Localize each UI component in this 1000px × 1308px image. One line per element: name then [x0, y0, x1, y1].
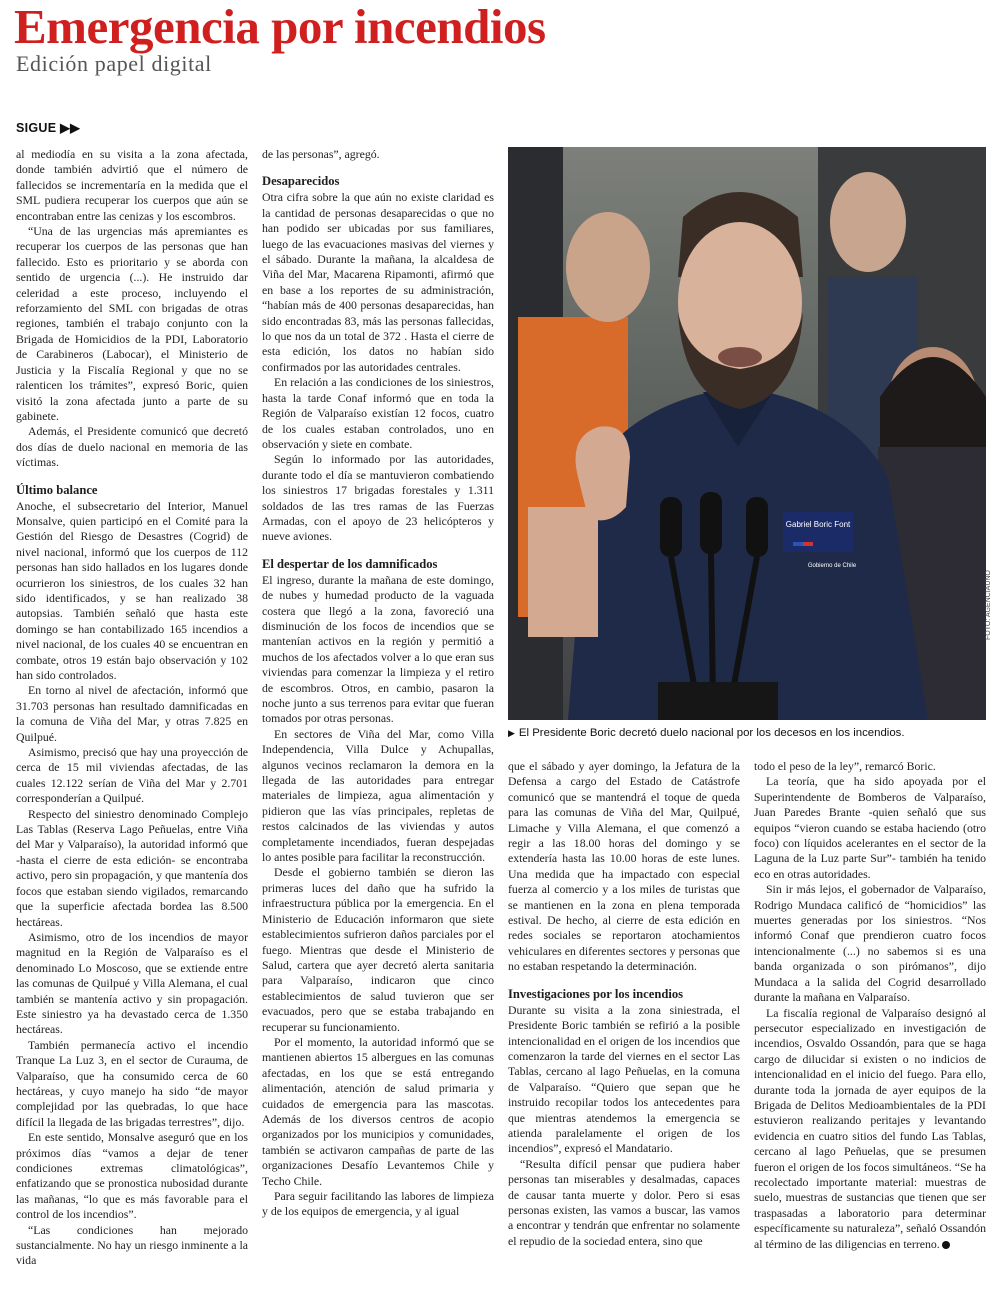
- vest-name-text: Gabriel Boric Font: [785, 520, 851, 529]
- section-heading: Investigaciones por los incendios: [508, 986, 684, 1001]
- gobierno-logo-text: Gobierno de Chile: [807, 563, 857, 569]
- paragraph: Asimismo, otro de los incendios de mayor magnitud en la Región de Valparaíso es el denominado Lo Moscoso, que se extiende entre las comunas de Quilpué y Villa Alemana, el cual también se mantenía activo y sin propagación. Este siniestro ya ha devastado cerca de 1.350 hectáreas.: [16, 929, 248, 1037]
- paragraph: que el sábado y ayer domingo, la Jefatura de la Defensa a cargo del Estado de Catástrofe comunicó que se mantendrá el toque de queda para las comunas de Viña del Mar, Quilpué, Limache y Villa Alemana, el que comenzó a regir a las 18.00 horas del domingo y se extendería hasta las 10.00 horas de este lunes. Una medida que ha impactado con especial fuerza al comercio y a los miles de turistas que se mantienen en la zona en plena temporada estival. De hecho, al cierre de esta edición en redes sociales se reportaron atochamientos vehiculares en diferentes sectores y personas que no estaban respetando la determinación.: [508, 759, 740, 974]
- paragraph: todo el peso de la ley”, remarcó Boric.: [754, 759, 936, 773]
- paragraph: También permanecía activo el incendio Tranque La Luz 3, en el sector de Curauma, de Valparaíso, que ha consumido cerca de 60 hectáreas, y cuyo manejo ha sido “de mayor complejidad por las quebradas, lo que hace difícil la llegada de las brigadas terrestres”, dijo.: [16, 1037, 248, 1129]
- caption-text: El Presidente Boric decretó duelo nacional por los decesos en los incendios.: [518, 727, 905, 739]
- paragraph: de las personas”, agregó.: [262, 147, 380, 161]
- paragraph: “Las condiciones han mejorado sustancialmente. No hay un riesgo inminente a la vida: [16, 1222, 248, 1268]
- end-of-article-icon: [942, 1241, 950, 1249]
- section-heading: El despertar de los damnificados: [262, 556, 438, 571]
- headline: Emergencia por incendios: [14, 0, 546, 54]
- president-photo-illustration: [508, 147, 986, 720]
- paragraph: Otra cifra sobre la que aún no existe claridad es la cantidad de personas desaparecidas o que no han podido ser ubicadas por sus familiares, luego de las evacuaciones masivas del viernes y el sábado. Durante la mañana, la alcaldesa de Viña del Mar, Macarena Ripamonti, afirmó que en base a los reportes de su administración, “habían más de 400 personas desaparecidas, han sido encontradas 83, más las personas fallecidas, lo que nos da un total de 372 . Hasta el cierre de esta edición, los datos no habían sido confirmados por las autoridades centrales.: [262, 190, 494, 374]
- paragraph: La teoría, que ha sido apoyada por el Superintendente de Bomberos de Valparaíso, Juan Paredes Brante -quien señaló que sus equipos “vieron cuando se estaba haciendo (otro foco) con líquidos acelerantes en el sector de la Laguna de la Luz parte Sur”- también ha tenido eco en otras autoridades.: [754, 774, 986, 881]
- paragraph: [754, 1006, 986, 1253]
- photo-caption: [508, 727, 988, 739]
- edition-subtitle: Edición papel digital: [16, 51, 212, 76]
- paragraph: Para seguir facilitando las labores de limpieza y de los equipos de emergencia, y al igual: [262, 1189, 494, 1219]
- paragraph: Además, el Presidente comunicó que decretó dos días de duelo nacional en memoria de las víctimas.: [16, 424, 248, 470]
- article-column-3: [508, 759, 740, 1299]
- sigue-label: SIGUE ▶▶: [16, 121, 80, 135]
- article-column-4: [754, 759, 986, 1299]
- photo-credit: FOTO: AGENCIAUNO: [985, 570, 992, 640]
- paragraph: En relación a las condiciones de los siniestros, hasta la tarde Conaf informó que en toda la Región de Valparaíso existían 12 focos, cuatro de los cuales estaban controlados, uno en observación y siete en combate.: [262, 375, 494, 451]
- paragraph: “Una de las urgencias más apremiantes es recuperar los cuerpos de las personas que han fallecido. Esto es prioritario y se aborda con sentido de urgencia (...). He instruido dar celeridad a este proceso, incluyendo el reforzamiento del SML con brigadas de otras regiones, también el trabajo conjunto con la Brigada de Homicidios de la PDI, Laboratorio de Carabineros (Labocar), el Ministerio de Justicia y la Fiscalía Regional y que no se ralenticen los trámites”, expresó Boric, quien visitó la zona afectada junto a parte de su gabinete.: [16, 224, 248, 423]
- paragraph: Respecto del siniestro denominado Complejo Las Tablas (Reserva Lago Peñuelas, entre Viña del Mar y Valparaíso), la autoridad informó que -hasta el cierre de esta edición- se encontraba activo, pero sin propagación, y que mantenía dos focos que estaban siendo vigilados, remarcando que la superficie afectada bordea las 8.500 hectáreas.: [16, 806, 248, 929]
- paragraph: En torno al nivel de afectación, informó que 31.703 personas han resultado damnificadas en la comuna de Viña del Mar, y otras 7.825 en Quilpué.: [16, 683, 248, 744]
- paragraph: Desde el gobierno también se dieron las primeras luces del daño que ha sufrido la infraestructura pública por la emergencia. En el Ministerio de Educación informaron que siete establecimientos sufrieron daños parciales por el fuego. Mientras que desde el Ministerio de Salud, cartera que ayer decretó alerta sanitaria para Valparaíso, indicaron que cinco establecimientos de salud tuvieron que ser evacuados, pero que se estaba trabajando en recuperar su funcionamiento.: [262, 865, 494, 1034]
- paragraph-text: La fiscalía regional de Valparaíso designó al persecutor especializado en investigación de incendios, Osvaldo Ossandón, para que se haga cargo de dilucidar si existen o no indicios de intencionalidad en el inicio del fuego. Para ello, durante toda la jornada de ayer equipos de la Brigada de Delitos Medioambientales de la PDI estuvieron realizando peritajes y levantando evidencia en cuatro sitios del fundo Las Tablas, cercano al lago Peñuelas, que se presumen fueron el origen de los focos simultáneos. “Se ha recolectado importante material: muestras de suelo, muestras de sustancias que tienen que ser traspasadas a laboratorio para determinar específicamente su naturaleza”, señaló Ossandón al término de las diligencias en terreno.: [754, 1005, 986, 1251]
- paragraph: Por el momento, la autoridad informó que se mantienen abiertos 15 albergues en las comunas afectadas, en los que se está entregando alimentación, atención de salud primaria y cuidados de emergencia para las mascotas. Además de los diversos centros de acopio organizados por los municipios y comunidades, también se activaron campañas de parte de las organizaciones Desafío Levantemos Chile y Techo Chile.: [262, 1034, 494, 1188]
- paragraph: Según lo informado por las autoridades, durante todo el día se mantuvieron combatiendo los siniestros 17 brigadas forestales y 1.311 soldados de las tres ramas de las Fuerzas Armadas, con el apoyo de 23 helicópteros y nueve aviones.: [262, 452, 494, 544]
- paragraph: “Resulta difícil pensar que pudiera haber personas tan miserables y desalmadas, capaces de causar tanta muerte y dolor. Pero si esas personas existen, las vamos a buscar, las vamos a encontrar y tendrán que enfrentar no solamente el repudio de la sociedad entera, sino que: [508, 1156, 740, 1248]
- paragraph: Anoche, el subsecretario del Interior, Manuel Monsalve, quien participó en el Comité para la Gestión del Riesgo de Desastres (Cogrid) de nivel nacional, informó que los cuerpos de 112 personas han sido hallados en los lugares donde ocurrieron los siniestros, de los cuales 32 han sido identificados, y se han realizado 38 autopsias. También señaló que hasta este domingo se han contabilizado 165 incendios a nivel nacional, de los cuales 40 se encuentran en combate, otros 19 están bajo observación y 102 han sido controlados.: [16, 498, 248, 682]
- paragraph: El ingreso, durante la mañana de este domingo, de nubes y humedad producto de la vaguada costera que llegó a la zona, favoreció una disminución de los focos de incendios que se mantenían activos en la región y permitió a muchos de los afectados volver a lo que eran sus viviendas para comenzar la limpieza y el retiro de escombros. Otros, en cambio, pasaron la noche junto a sus terrenos para evitar que fueran tomados por otras personas.: [262, 572, 494, 726]
- paragraph: En este sentido, Monsalve aseguró que en los próximos días “vamos a dejar de tener condiciones extremas climatológicas”, enfatizando que se pronostica nubosidad durante las mañanas, “lo que es más favorable para el control de los incendios”.: [16, 1130, 248, 1222]
- caption-marker-icon: ▶: [508, 728, 515, 738]
- article-column-1: [16, 147, 248, 1297]
- section-heading: Último balance: [16, 482, 98, 497]
- paragraph: Durante su visita a la zona siniestrada, el Presidente Boric también se refirió a la posible intencionalidad en el origen de los incendios que comenzaron la tarde del viernes en el sector Las Tablas, cercano al lago Peñuelas, en la comuna de Valparaíso. “Quiero que sepan que he instruido recopilar todos los antecedentes para que mientras atendemos la emergencia se atienda paralelamente el origen de los incendios”, expresó el Mandatario.: [508, 1002, 740, 1156]
- article-column-2: [262, 147, 494, 1297]
- article-photo: [508, 147, 986, 720]
- paragraph: En sectores de Viña del Mar, como Villa Independencia, Villa Dulce y Achupallas, algunos vecinos reclamaron la demora en la llegada de las autoridades para entregar materiales de limpieza, agua alimentación y pidieron que las vías principales, repletas de restos calcinados de las viviendas y autos completamente incendiados, fueran despejadas lo antes posible para facilitar la reconstrucción.: [262, 726, 494, 865]
- section-heading: Desaparecidos: [262, 174, 340, 189]
- paragraph: al mediodía en su visita a la zona afectada, donde también advirtió que el número de fallecidos se incrementaría en la medida que el SML pudiera recuperar los cuerpos que aún se encontraban entre las cenizas y los escombros.: [16, 147, 248, 223]
- paragraph: Asimismo, precisó que hay una proyección de cerca de 15 mil viviendas afectadas, de las cuales 12.122 serían de Viña del Mar y 2.701 corresponderían a Quilpué.: [16, 745, 248, 806]
- paragraph: Sin ir más lejos, el gobernador de Valparaíso, Rodrigo Mundaca calificó de “homicidios” las muertes generadas por los siniestros. “Nos informó Conaf que prendieron cuatro focos intencionalmente (...) no sabemos si es una banda organizada o son pirómanos”, dijo Mundaca a la salida del Cogrid desarrollado durante la mañana en Valparaíso.: [754, 882, 986, 1005]
